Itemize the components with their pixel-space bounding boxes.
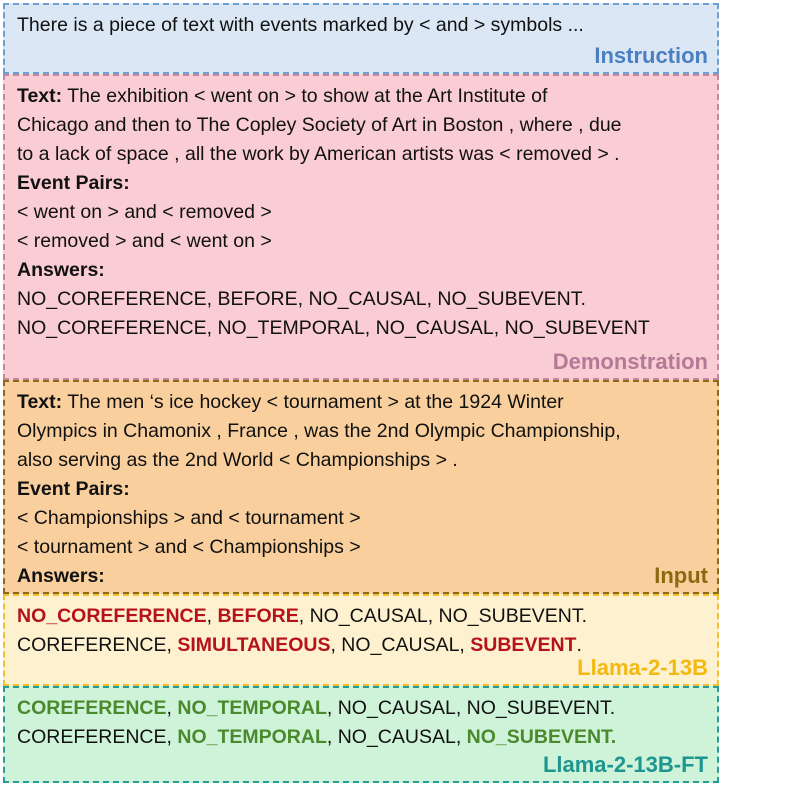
input-answers-label: Answers: [17, 565, 105, 587]
ft-correct-temporal: NO_TEMPORAL [177, 726, 327, 748]
llama-ft-tag: Llama-2-13B-FT [542, 752, 708, 777]
instruction-tag: Instruction [594, 43, 708, 68]
ft-correct-temporal: NO_TEMPORAL [177, 697, 327, 719]
llama-wrong-subevent: SUBEVENT [470, 634, 577, 656]
llama-answer-row [17, 602, 705, 631]
input-tag: Input [654, 563, 708, 588]
llama-text: , [206, 605, 218, 627]
demo-answer: NO_COREFERENCE, NO_TEMPORAL, NO_CAUSAL, NO_SUBEVENT [17, 317, 650, 339]
demo-text-label: Text: [17, 85, 63, 107]
llama-text: , NO_CAUSAL, NO_SUBEVENT. [298, 605, 587, 627]
llama-ft-output-panel [3, 686, 719, 783]
llama-wrong-temporal: SIMULTANEOUS [177, 634, 331, 656]
demo-text-line: Chicago and then to The Copley Society of Art in Boston , where , due [17, 114, 622, 136]
llama-tag: Llama-2-13B [577, 655, 708, 680]
demonstration-panel [3, 74, 719, 380]
input-text-label: Text: [17, 391, 63, 413]
input-text-part: The men ‘s ice hockey < tournament > at the 1924 Winter [67, 391, 564, 413]
llama-wrong-coreference: NO_COREFERENCE [17, 605, 207, 627]
llama-text: . [576, 634, 582, 656]
ft-text: , NO_CAUSAL, [326, 726, 467, 748]
llama-ft-answer-row [17, 694, 705, 723]
demo-pairs-label: Event Pairs: [17, 172, 130, 194]
llama-output-panel [3, 594, 719, 686]
ft-correct-subevent: NO_SUBEVENT. [466, 726, 617, 748]
input-text-line [17, 388, 705, 417]
demo-answers-label: Answers: [17, 259, 105, 281]
input-panel [3, 380, 719, 594]
input-text-line: also serving as the 2nd World < Championships > . [17, 449, 458, 471]
input-pair: < Championships > and < tournament > [17, 507, 361, 529]
llama-ft-answer-row [17, 723, 705, 752]
llama-text: , NO_CAUSAL, [330, 634, 471, 656]
llama-text: COREFERENCE, [17, 634, 178, 656]
demonstration-tag: Demonstration [552, 349, 708, 374]
ft-text: , NO_CAUSAL, NO_SUBEVENT. [326, 697, 616, 719]
demo-pair: < went on > and < removed > [17, 201, 272, 223]
demo-answer: NO_COREFERENCE, BEFORE, NO_CAUSAL, NO_SUBEVENT. [17, 288, 586, 310]
demo-text-line: to a lack of space , all the work by American artists was < removed > . [17, 143, 620, 165]
input-pairs-label: Event Pairs: [17, 478, 130, 500]
ft-text: COREFERENCE, [17, 726, 178, 748]
ft-text: , [166, 697, 178, 719]
ft-correct-coreference: COREFERENCE [17, 697, 167, 719]
demo-pair: < removed > and < went on > [17, 230, 272, 252]
input-text-line: Olympics in Chamonix , France , was the 2nd Olympic Championship, [17, 420, 621, 442]
input-pair: < tournament > and < Championships > [17, 536, 361, 558]
instruction-text: There is a piece of text with events marked by < and > symbols ... [17, 14, 584, 36]
llama-wrong-temporal: BEFORE [217, 605, 299, 627]
instruction-panel [3, 3, 719, 74]
demo-text-part: The exhibition < went on > to show at the Art Institute of [67, 85, 548, 107]
demo-text-line [17, 82, 705, 111]
